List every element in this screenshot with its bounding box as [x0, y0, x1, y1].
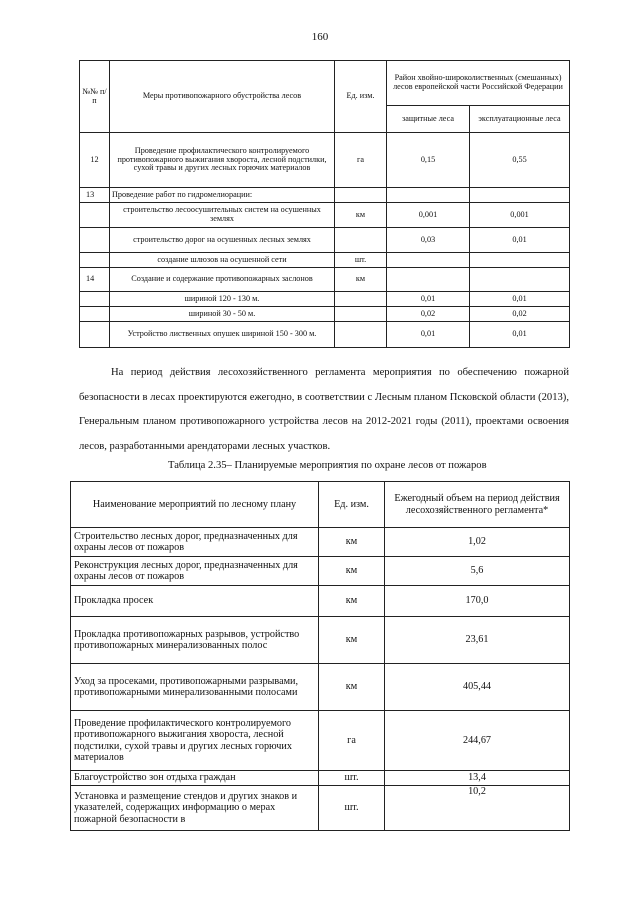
row-name: Прокладка противопожарных разрывов, устройство противопожарных минерализованных полос [71, 617, 319, 664]
row-num [80, 292, 110, 307]
row-unit: км [319, 617, 385, 664]
page-number: 160 [311, 31, 329, 43]
row-protective [387, 188, 470, 203]
body-paragraph: На период действия лесохозяйственного регламента мероприятия по обеспечению пожарной безопасности в лесах проектируются ежегодно, в соответствии с Лесным планом Псковской области (2013), Генеральным планом противопожарного устройства лесов на 2012-2021 годы (2011), проектами освоения лесов, разработанными арендаторами лесных участков. [79, 367, 569, 452]
row-value: 5,6 [385, 557, 570, 586]
table-row [71, 528, 570, 557]
row-protective: 0,02 [387, 307, 470, 322]
table-row [71, 771, 570, 786]
row-name: Строительство лесных дорог, предназначенных для охраны лесов от пожаров [71, 528, 319, 557]
table-row [80, 268, 570, 292]
row-num: 12 [80, 133, 110, 188]
table-row [71, 711, 570, 771]
t1-header-num: №№ п/п [80, 61, 110, 133]
table-row [80, 228, 570, 253]
row-name: Уход за просеками, противопожарными разрывами, противопожарными минерализованными полосами [71, 664, 319, 711]
row-measure: Устройство лиственных опушек шириной 150 - 300 м. [110, 322, 335, 348]
row-measure: Создание и содержание противопожарных заслонов [110, 268, 335, 292]
row-exploitation [470, 188, 570, 203]
row-unit: шт. [319, 786, 385, 831]
table-caption: Таблица 2.35– Планируемые мероприятия по охране лесов от пожаров [168, 460, 487, 471]
row-value: 10,2 [385, 786, 570, 831]
row-exploitation: 0,01 [470, 322, 570, 348]
row-exploitation [470, 268, 570, 292]
row-num [80, 322, 110, 348]
row-num [80, 203, 110, 228]
table-row [80, 307, 570, 322]
row-unit [335, 292, 387, 307]
row-num [80, 307, 110, 322]
row-protective: 0,01 [387, 322, 470, 348]
row-protective [387, 253, 470, 268]
table2-header-row [71, 482, 570, 528]
row-measure: шириной 30 - 50 м. [110, 307, 335, 322]
row-unit: га [319, 711, 385, 771]
row-num: 14 [80, 268, 110, 292]
row-name: Проведение профилактического контролируемого противопожарного выжигания хвороста, лесной подстилки, сухой травы и других лесных горючих материалов [71, 711, 319, 771]
row-exploitation: 0,001 [470, 203, 570, 228]
row-unit [335, 307, 387, 322]
row-value: 405,44 [385, 664, 570, 711]
row-num: 13 [80, 188, 110, 203]
table1-header-row [80, 61, 570, 106]
t1-header-measures: Меры противопожарного обустройства лесов [110, 61, 335, 133]
row-exploitation [470, 253, 570, 268]
row-exploitation: 0,02 [470, 307, 570, 322]
t1-header-exploitation: эксплуатационные леса [470, 106, 570, 133]
row-protective: 0,03 [387, 228, 470, 253]
table-row [71, 617, 570, 664]
fire-measures-norms-table [79, 60, 570, 348]
row-value: 244,67 [385, 711, 570, 771]
row-unit: км [319, 586, 385, 617]
row-unit: км [319, 557, 385, 586]
row-value: 1,02 [385, 528, 570, 557]
table-row [71, 557, 570, 586]
table-row [80, 292, 570, 307]
table-row [80, 203, 570, 228]
row-unit: км [335, 203, 387, 228]
row-unit: км [319, 664, 385, 711]
table-row [71, 786, 570, 831]
row-num [80, 228, 110, 253]
row-name: Реконструкция лесных дорог, предназначенных для охраны лесов от пожаров [71, 557, 319, 586]
t1-header-protective: защитные леса [387, 106, 470, 133]
table-row [71, 586, 570, 617]
row-unit: км [335, 268, 387, 292]
row-measure: создание шлюзов на осушенной сети [110, 253, 335, 268]
row-value: 23,61 [385, 617, 570, 664]
row-name: Установка и размещение стендов и других знаков и указателей, содержащих информацию о мерах пожарной безопасности в [71, 786, 319, 831]
row-unit: шт. [335, 253, 387, 268]
row-measure: строительство дорог на осушенных лесных землях [110, 228, 335, 253]
row-measure: Проведение профилактического контролируемого противопожарного выжигания хвороста, лесной подстилки, сухой травы и других лесных горючих материалов [110, 133, 335, 188]
row-exploitation: 0,01 [470, 228, 570, 253]
table-row [71, 664, 570, 711]
t2-header-unit: Ед. изм. [319, 482, 385, 528]
row-name: Благоустройство зон отдыха граждан [71, 771, 319, 786]
t1-header-region: Район хвойно-широколиственных (смешанных) лесов европейской части Российской Федерации [387, 61, 570, 106]
row-protective [387, 268, 470, 292]
row-value: 170,0 [385, 586, 570, 617]
table-row [80, 133, 570, 188]
row-exploitation: 0,55 [470, 133, 570, 188]
row-unit: км [319, 528, 385, 557]
row-num [80, 253, 110, 268]
row-protective: 0,001 [387, 203, 470, 228]
row-value: 13,4 [385, 771, 570, 786]
row-protective: 0,15 [387, 133, 470, 188]
t2-header-name: Наименование мероприятий по лесному плану [71, 482, 319, 528]
row-unit [335, 322, 387, 348]
row-unit: га [335, 133, 387, 188]
table-row [80, 322, 570, 348]
t1-header-unit: Ед. изм. [335, 61, 387, 133]
row-measure: Проведение работ по гидромелиорации: [110, 188, 335, 203]
row-name: Прокладка просек [71, 586, 319, 617]
row-measure: шириной 120 - 130 м. [110, 292, 335, 307]
table-row [80, 253, 570, 268]
table-row [80, 188, 570, 203]
planned-fire-protection-table [70, 481, 570, 831]
row-unit [335, 188, 387, 203]
t2-header-volume: Ежегодный объем на период действия лесохозяйственного регламента* [385, 482, 570, 528]
row-unit: шт. [319, 771, 385, 786]
row-unit [335, 228, 387, 253]
row-measure: строительство лесоосушительных систем на осушенных землях [110, 203, 335, 228]
row-protective: 0,01 [387, 292, 470, 307]
row-exploitation: 0,01 [470, 292, 570, 307]
